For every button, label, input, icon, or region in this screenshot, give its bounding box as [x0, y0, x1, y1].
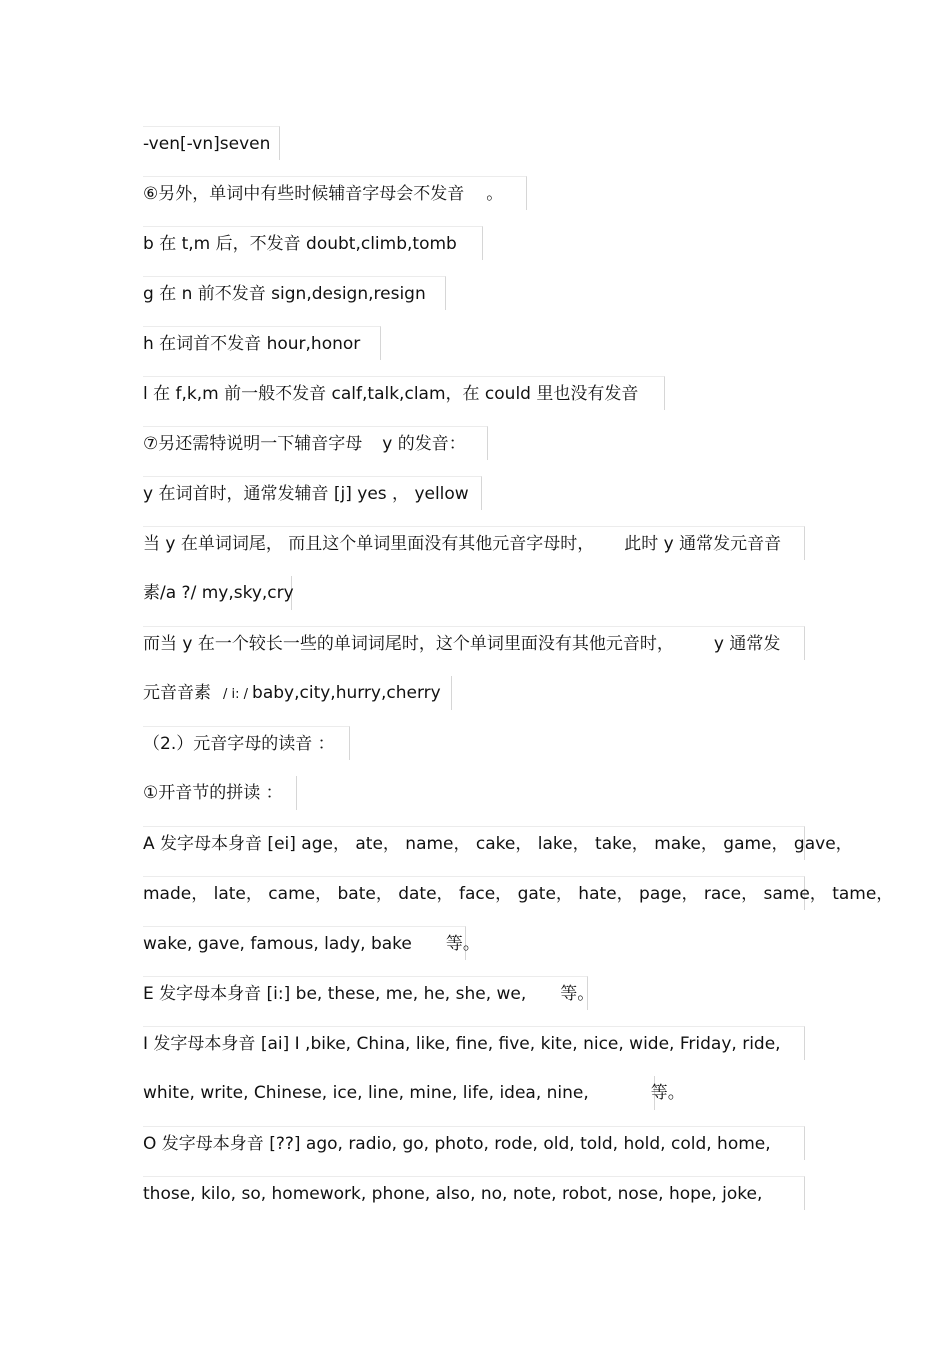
text-line: [143, 226, 483, 260]
line-text: （2.）元音字母的读音 ：: [143, 734, 335, 754]
line-text: -ven[-vn]seven: [143, 134, 271, 154]
line-text: b 在 t,m 后，不发音 doubt,climb,tomb: [143, 234, 457, 254]
line-text: y 通常发: [713, 634, 781, 654]
line-text: white, write, Chinese, ice, line, mine, life, idea, nine,: [143, 1083, 589, 1103]
text-line: [143, 126, 280, 160]
line-text: y 在词首时，通常发辅音 [j] yes ， yellow: [143, 484, 469, 504]
text-line: [143, 926, 480, 960]
line-text: ①开音节的拼读 ：: [143, 783, 283, 803]
line-text: 元音音素: [143, 683, 211, 703]
line-text: 。: [486, 184, 504, 204]
text-line: [143, 726, 350, 760]
line-text: / i: /: [223, 687, 249, 702]
text-line: [143, 676, 452, 710]
text-line: [143, 826, 853, 860]
text-line: [143, 476, 482, 510]
text-line: [143, 1176, 805, 1210]
line-text: O 发字母本身音 [??] ago, radio, go, photo, rode, old, told, hold, cold, home,: [143, 1134, 771, 1154]
line-text: I 发字母本身音 [ai] I ,bike, China, like, fine, five, kite, nice, wide, Friday, ride,: [143, 1034, 781, 1054]
line-text: made， late， came， bate， date， face， gate， hate， page， race， same， tame，: [143, 884, 894, 904]
text-line: [143, 626, 805, 660]
line-text: y 的发音：: [382, 434, 466, 454]
text-line: [143, 326, 381, 360]
text-line: [143, 1026, 805, 1060]
text-line: [143, 1076, 685, 1110]
line-text: 当 y 在单词词尾， 而且这个单词里面没有其他元音字母时，: [143, 534, 595, 554]
line-text: 等。: [650, 1083, 685, 1103]
line-text: wake, gave, famous, lady, bake: [143, 934, 412, 954]
line-text: 而当 y 在一个较长一些的单词词尾时，这个单词里面没有其他元音时，: [143, 634, 674, 654]
text-line: [143, 976, 595, 1010]
line-text: ⑥另外，单词中有些时候辅音字母会不发音: [143, 184, 465, 204]
line-text: baby,city,hurry,cherry: [252, 683, 441, 703]
text-line: [143, 526, 805, 560]
line-text: h 在词首不发音 hour,honor: [143, 334, 361, 354]
text-line: [143, 426, 488, 460]
text-line: [143, 376, 665, 410]
line-text: A 发字母本身音 [ei] age， ate， name， cake， lake， take， make， game， gave，: [143, 834, 853, 854]
line-text: 等。: [560, 984, 595, 1004]
text-line: [143, 876, 894, 910]
line-text: g 在 n 前不发音 sign,design,resign: [143, 284, 426, 304]
line-text: 素: [143, 583, 160, 603]
text-line: [143, 576, 292, 610]
line-text: 此时 y 通常发元音音: [624, 534, 782, 554]
text-line: [143, 176, 527, 210]
line-text: 等。: [445, 934, 480, 954]
text-line: [143, 776, 297, 810]
line-text: E 发字母本身音 [i:] be, these, me, he, she, we,: [143, 984, 527, 1004]
line-text: ⑦另还需特说明一下辅音字母: [143, 434, 363, 454]
line-text: /a ?/ my,sky,cry: [160, 583, 294, 603]
text-line: [143, 1126, 805, 1160]
line-text: l 在 f,k,m 前一般不发音 calf,talk,clam，在 could 里也没有发音: [143, 384, 639, 404]
line-text: those, kilo, so, homework, phone, also, no, note, robot, nose, hope, joke,: [143, 1184, 763, 1204]
text-line: [143, 276, 446, 310]
